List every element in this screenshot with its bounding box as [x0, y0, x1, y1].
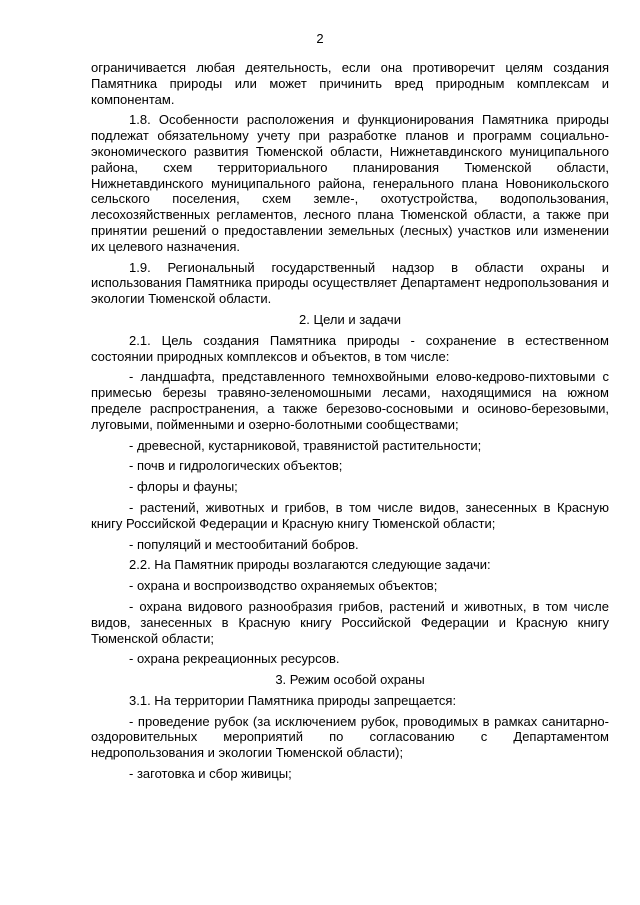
page-number: 2: [316, 31, 324, 46]
list-item-beavers: - популяций и местообитаний бобров.: [129, 536, 359, 552]
paragraph-1-8: 1.8. Особенности расположения и функционирования Памятника природы подлежат обязательному учету при разработке планов и программ социально-экономического развития Тюменской области, Нижнетавдинского муниципального района, схем территориального планирования Тюменской области, Нижнетавдинского муниципального района, генерального плана Новоникольского сельского поселения, схем земле-, охотустройства, водопользования, лесохозяйственных регламентов, лесного плана Тюменской области, а также при принятии решений о предоставлении земельных (лесных) участков или изменении их целевого назначения.: [91, 112, 609, 254]
list-item-soils: - почв и гидрологических объектов;: [129, 458, 343, 474]
paragraph-2-2: 2.2. На Памятник природы возлагаются следующие задачи:: [129, 557, 491, 573]
list-item-flora-fauna: - флоры и фауны;: [129, 479, 238, 495]
list-item-logging: - проведение рубок (за исключением рубок, проводимых в рамках санитарно-оздоровительных мероприятий по согласованию с Департаментом недропользования и экологии Тюменской области);: [91, 713, 609, 761]
list-item-red-book-species: - растений, животных и грибов, в том числе видов, занесенных в Красную книгу Российской Федерации и Красную книгу Тюменской области;: [91, 499, 609, 531]
document-body: [91, 60, 609, 787]
list-item-resin: - заготовка и сбор живицы;: [129, 766, 292, 782]
list-item-protection: - охрана и воспроизводство охраняемых объектов;: [129, 578, 438, 594]
paragraph-3-1: 3.1. На территории Памятника природы запрещается:: [129, 692, 457, 708]
paragraph-continuation: ограничивается любая деятельность, если она противоречит целям создания Памятника природы или может причинить вред природным комплексам и компонентам.: [91, 60, 609, 107]
paragraph-1-9: 1.9. Региональный государственный надзор в области охраны и использования Памятника природы осуществляет Департамент недропользования и экологии Тюменской области.: [91, 259, 609, 307]
section-heading-goals: 2. Цели и задачи: [299, 311, 401, 327]
section-heading-regime: 3. Режим особой охраны: [275, 672, 425, 688]
paragraph-2-1: 2.1. Цель создания Памятника природы - сохранение в естественном состоянии природных комплексов и объектов, в том числе:: [91, 332, 609, 364]
list-item-vegetation: - древесной, кустарниковой, травянистой растительности;: [129, 437, 482, 453]
list-item-recreation: - охрана рекреационных ресурсов.: [129, 651, 340, 667]
list-item-biodiversity: - охрана видового разнообразия грибов, растений и животных, в том числе видов, занесенных в Красную книгу Российской Федерации и Красную книгу Тюменской области;: [91, 598, 609, 646]
list-item-landscape: - ландшафта, представленного темнохвойными елово-кедрово-пихтовыми с примесью березы травяно-зеленомошными лесами, находящимися на южном пределе распространения, а также березово-сосновыми и осиново-березовыми, луговыми, пойменными и озерно-болотными сообществами;: [91, 369, 609, 432]
